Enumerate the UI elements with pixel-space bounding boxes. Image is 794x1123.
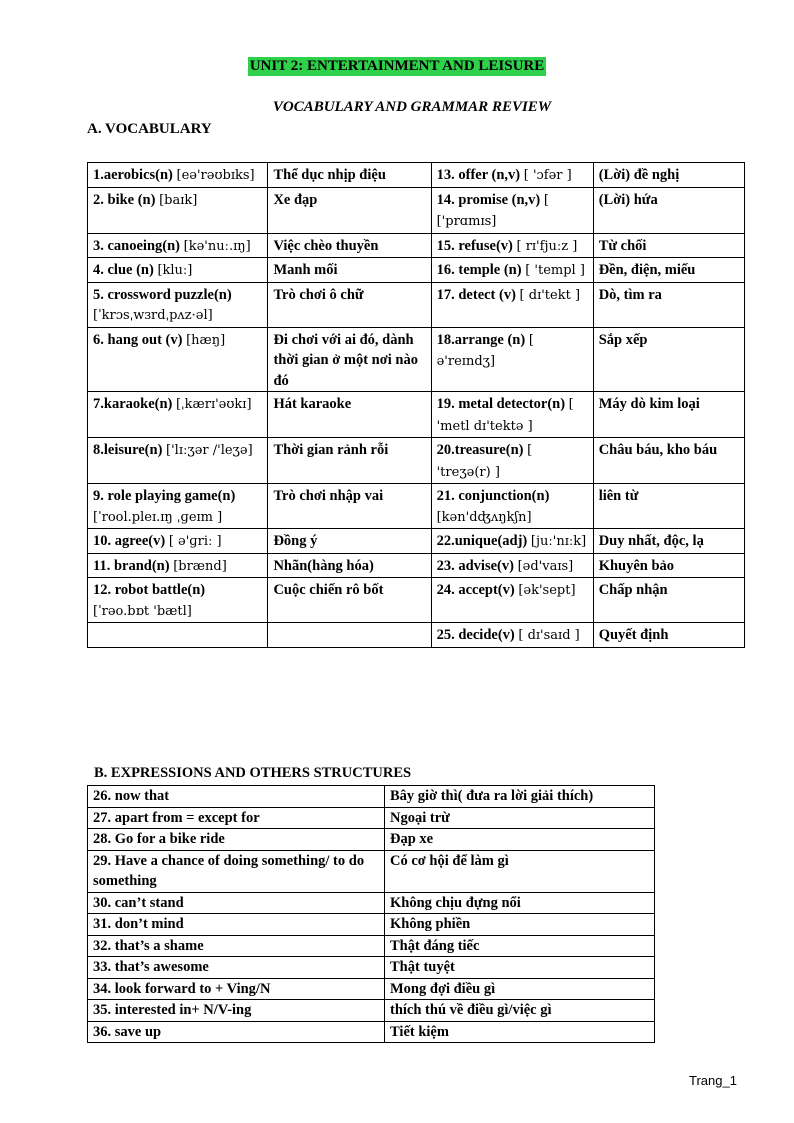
vocab-pronunciation: [ ə'reɪndʒ] xyxy=(436,332,534,369)
vocab-word: 11. brand(n) xyxy=(93,557,170,574)
vocab-row xyxy=(88,553,745,578)
expression-vietnamese: Đạp xe xyxy=(385,829,655,851)
vocab-meaning: Từ chối xyxy=(593,233,744,258)
vocab-meaning: Trò chơi ô chữ xyxy=(268,282,431,327)
expression-english: 36. save up xyxy=(88,1021,385,1043)
vocab-word: 19. metal detector(n) xyxy=(436,396,566,412)
vocab-pronunciation: [ˈkrɔsˌwɜrdˌpʌz·əl] xyxy=(93,308,213,323)
expression-row xyxy=(88,935,655,957)
vocab-word-cell xyxy=(431,529,593,554)
expression-vietnamese: Tiết kiệm xyxy=(385,1021,655,1043)
expression-vietnamese: Thật đáng tiếc xyxy=(385,935,655,957)
vocab-word: 1.aerobics(n) xyxy=(93,167,173,183)
vocab-word-cell xyxy=(431,187,593,233)
vocab-word-cell xyxy=(431,438,593,484)
vocab-row xyxy=(88,282,745,327)
vocab-row xyxy=(88,327,745,392)
expression-vietnamese: Không phiền xyxy=(385,914,655,936)
vocab-word: 24. accept(v) xyxy=(436,582,515,598)
vocab-word-cell xyxy=(88,258,268,283)
expression-vietnamese: Không chịu đựng nổi xyxy=(385,892,655,914)
vocab-meaning: (Lời) hứa xyxy=(593,187,744,233)
expression-english: 30. can’t stand xyxy=(88,892,385,914)
vocab-word: 4. clue (n) xyxy=(93,262,154,278)
vocab-word-cell xyxy=(88,163,268,188)
vocab-word-cell xyxy=(88,233,268,258)
vocab-word-cell xyxy=(88,623,268,648)
expression-row xyxy=(88,1000,655,1022)
vocab-word: 12. robot battle(n) xyxy=(93,582,206,598)
vocab-word-cell xyxy=(431,623,593,648)
vocab-word: 18.arrange (n) xyxy=(436,331,526,348)
vocab-word-cell xyxy=(88,282,268,327)
vocab-meaning: Sắp xếp xyxy=(593,327,744,392)
vocab-word: 6. hang out (v) xyxy=(93,331,183,348)
vocab-row xyxy=(88,578,745,623)
vocab-word: 17. detect (v) xyxy=(436,286,516,303)
vocab-row xyxy=(88,392,745,438)
expressions-table xyxy=(87,785,655,1043)
vocab-word: 16. temple (n) xyxy=(436,262,522,278)
vocab-word: 14. promise (n,v) xyxy=(436,191,541,208)
vocab-word-cell xyxy=(431,484,593,529)
expression-row xyxy=(88,829,655,851)
expression-english: 29. Have a chance of doing something/ to do something xyxy=(88,850,385,892)
vocab-meaning: Máy dò kim loại xyxy=(593,392,744,438)
vocab-row xyxy=(88,258,745,283)
expression-vietnamese: Mong đợi điều gì xyxy=(385,978,655,1000)
vocab-pronunciation: [ˈrəo.bɒt 'bætl] xyxy=(93,603,192,619)
vocab-word-cell xyxy=(431,392,593,438)
vocab-word: 21. conjunction(n) xyxy=(436,488,550,504)
vocab-pronunciation: [ək'sept] xyxy=(518,583,576,598)
vocab-meaning: Đồng ý xyxy=(268,529,431,554)
vocab-meaning: Chấp nhận xyxy=(593,578,744,623)
expression-english: 32. that’s a shame xyxy=(88,935,385,957)
vocab-meaning: Dò, tìm ra xyxy=(593,282,744,327)
vocab-pronunciation: [kə'nuː.ɪŋ] xyxy=(183,238,251,254)
vocab-meaning: Nhãn(hàng hóa) xyxy=(268,553,431,578)
page-number: Trang_1 xyxy=(689,1073,737,1088)
vocab-word-cell xyxy=(88,578,268,623)
vocab-pronunciation: [ˈrool.pleɪ.ɪŋ ˌɡeɪm ] xyxy=(93,509,223,525)
vocab-meaning: Khuyên bảo xyxy=(593,553,744,578)
vocab-pronunciation: [juː'nɪːk] xyxy=(530,534,587,549)
vocab-meaning: Quyết định xyxy=(593,623,744,648)
vocab-meaning xyxy=(268,623,431,648)
vocab-word: 15. refuse(v) xyxy=(436,237,513,254)
expression-row xyxy=(88,978,655,1000)
expression-english: 31. don’t mind xyxy=(88,914,385,936)
unit-title: UNIT 2: ENTERTAINMENT AND LEISURE xyxy=(249,58,545,74)
vocab-pronunciation: [ ə'ɡriː ] xyxy=(168,534,222,549)
vocab-word-cell xyxy=(431,163,593,188)
vocab-pronunciation: [əd'vaɪs] xyxy=(517,558,574,574)
vocab-meaning: Việc chèo thuyền xyxy=(268,233,431,258)
vocab-pronunciation: [brænd] xyxy=(173,558,227,574)
vocab-word-cell xyxy=(88,187,268,233)
vocab-pronunciation: [ dɪ'tekt ] xyxy=(519,287,581,303)
vocab-meaning: Duy nhất, độc, lạ xyxy=(593,529,744,554)
vocab-word: 10. agree(v) xyxy=(93,533,166,549)
vocab-row xyxy=(88,529,745,554)
vocab-pronunciation: [ 'metl dɪ'tektə ] xyxy=(436,397,574,434)
vocab-meaning: Hát karaoke xyxy=(268,392,431,438)
vocab-meaning: Cuộc chiến rô bốt xyxy=(268,578,431,623)
vocab-pronunciation: [ 'ɔfər ] xyxy=(523,168,572,183)
vocab-word-cell xyxy=(431,282,593,327)
vocabulary-body xyxy=(88,163,745,648)
vocab-row xyxy=(88,438,745,484)
expression-english: 33. that’s awesome xyxy=(88,957,385,979)
vocab-word: 2. bike (n) xyxy=(93,191,156,208)
vocab-word: 23. advise(v) xyxy=(436,557,514,574)
subtitle: VOCABULARY AND GRAMMAR REVIEW xyxy=(272,99,552,115)
vocab-word: 9. role playing game(n) xyxy=(93,488,236,504)
vocab-meaning: liên từ xyxy=(593,484,744,529)
vocab-word: 25. decide(v) xyxy=(436,627,515,643)
vocab-word-cell xyxy=(431,233,593,258)
vocab-pronunciation: [kluː] xyxy=(157,263,193,278)
expression-row xyxy=(88,914,655,936)
vocab-word-cell xyxy=(88,392,268,438)
section-b-heading: B. EXPRESSIONS AND OTHERS STRUCTURES xyxy=(94,765,412,781)
expression-vietnamese: Bây giờ thì( đưa ra lời giải thích) xyxy=(385,786,655,808)
expression-vietnamese: thích thú về điều gì/việc gì xyxy=(385,1000,655,1022)
vocab-word-cell xyxy=(88,484,268,529)
vocab-meaning: (Lời) đề nghị xyxy=(593,163,744,188)
title-wrap xyxy=(0,57,794,76)
vocab-pronunciation: [ˌkærɪ'əʊkɪ] xyxy=(175,397,252,412)
vocab-row xyxy=(88,187,745,233)
vocab-word: 3. canoeing(n) xyxy=(93,237,180,254)
vocab-pronunciation: ['lɪːʒər /'leʒə] xyxy=(166,443,253,458)
vocab-meaning: Thể dục nhịp điệu xyxy=(268,163,431,188)
vocab-row xyxy=(88,484,745,529)
expression-row xyxy=(88,850,655,892)
vocab-meaning: Thời gian rảnh rỗi xyxy=(268,438,431,484)
vocab-word-cell xyxy=(88,327,268,392)
vocab-meaning: Đi chơi với ai đó, dành thời gian ở một nơi nào đó xyxy=(268,327,431,392)
section-a-heading: A. VOCABULARY xyxy=(87,121,212,137)
vocab-word-cell xyxy=(88,438,268,484)
vocab-word: 8.leisure(n) xyxy=(93,442,163,458)
vocab-word: 13. offer (n,v) xyxy=(436,167,521,183)
vocab-pronunciation: [ 'treʒə(r) ] xyxy=(436,443,533,480)
vocab-word-cell xyxy=(431,258,593,283)
vocab-meaning: Manh mối xyxy=(268,258,431,283)
vocab-pronunciation: [ rɪ'fjuːz ] xyxy=(516,238,578,254)
vocab-pronunciation: [kən'dʤʌŋkʃn] xyxy=(436,509,532,525)
vocab-word: 20.treasure(n) xyxy=(436,442,524,458)
vocab-word: 7.karaoke(n) xyxy=(93,396,173,412)
vocab-meaning: Xe đạp xyxy=(268,187,431,233)
vocab-meaning: Đền, điện, miếu xyxy=(593,258,744,283)
expression-english: 26. now that xyxy=(88,786,385,808)
expression-english: 34. look forward to + Ving/N xyxy=(88,978,385,1000)
vocab-word-cell xyxy=(88,553,268,578)
vocab-pronunciation: [ dɪ'saɪd ] xyxy=(518,628,580,643)
vocab-pronunciation: [ 'templ ] xyxy=(525,263,585,278)
expression-row xyxy=(88,807,655,829)
vocab-word-cell xyxy=(431,553,593,578)
vocab-row xyxy=(88,163,745,188)
expression-row xyxy=(88,1021,655,1043)
expression-english: 27. apart from = except for xyxy=(88,807,385,829)
vocab-word: 5. crossword puzzle(n) xyxy=(93,286,232,303)
expression-vietnamese: Có cơ hội để làm gì xyxy=(385,850,655,892)
vocab-row xyxy=(88,623,745,648)
vocab-pronunciation: [baɪk] xyxy=(159,192,198,208)
expression-english: 35. interested in+ N/V-ing xyxy=(88,1000,385,1022)
vocab-meaning: Châu báu, kho báu xyxy=(593,438,744,484)
vocab-pronunciation: [ ['prɑmɪs] xyxy=(436,192,549,229)
vocab-row xyxy=(88,233,745,258)
expression-vietnamese: Thật tuyệt xyxy=(385,957,655,979)
vocab-word: 22.unique(adj) xyxy=(436,533,528,549)
vocabulary-table xyxy=(87,162,745,648)
vocab-word-cell xyxy=(431,327,593,392)
expression-row xyxy=(88,786,655,808)
vocab-meaning: Trò chơi nhập vai xyxy=(268,484,431,529)
expression-row xyxy=(88,957,655,979)
expressions-body xyxy=(88,786,655,1043)
expression-row xyxy=(88,892,655,914)
vocab-pronunciation: [hæŋ] xyxy=(186,332,226,348)
expression-vietnamese: Ngoại trừ xyxy=(385,807,655,829)
vocab-pronunciation: [eə'rəʊbɪks] xyxy=(176,168,255,183)
expression-english: 28. Go for a bike ride xyxy=(88,829,385,851)
vocab-word-cell xyxy=(88,529,268,554)
vocab-word-cell xyxy=(431,578,593,623)
